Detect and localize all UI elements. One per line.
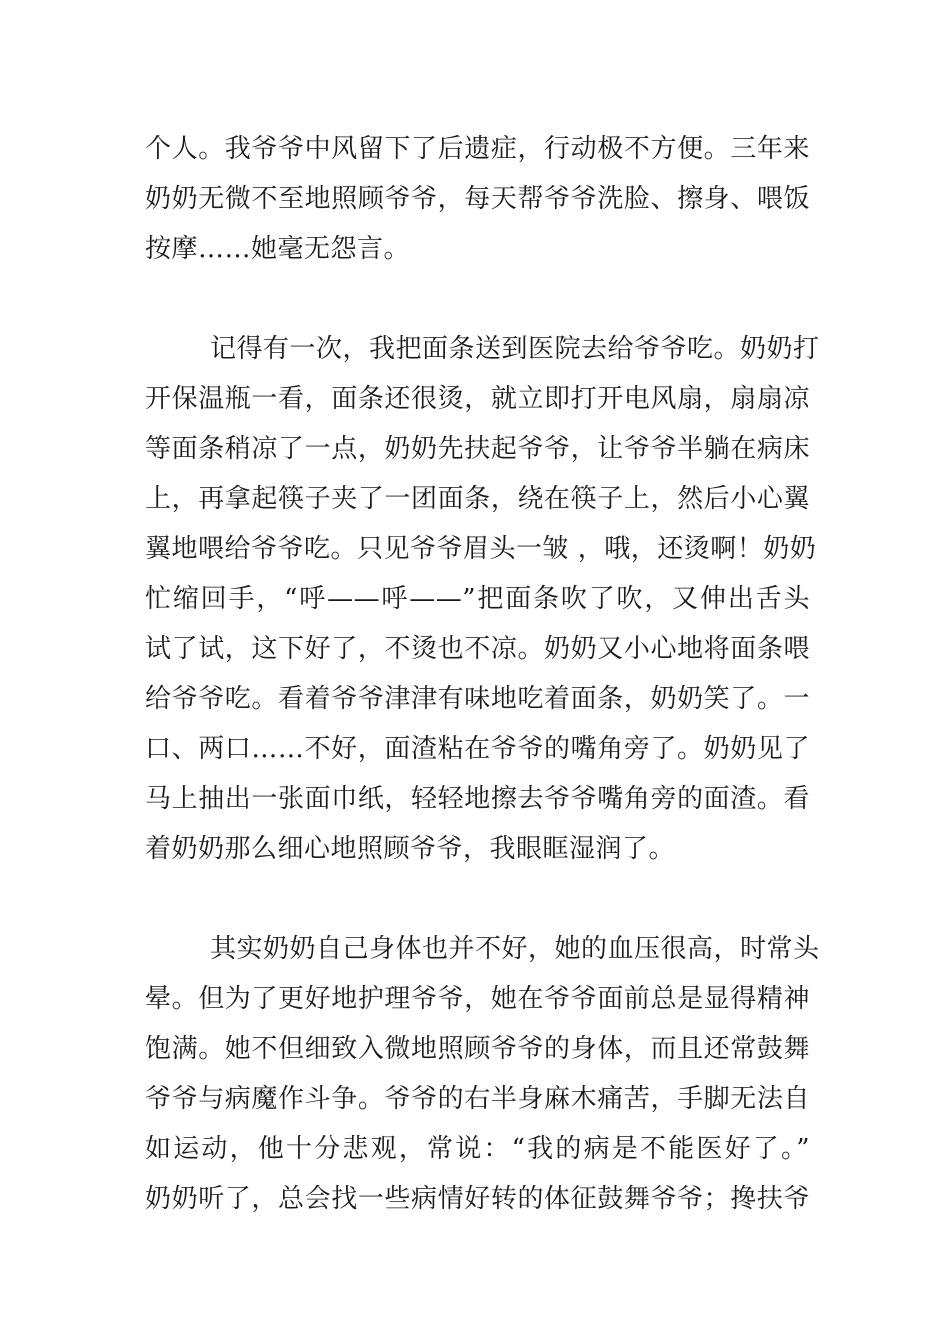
paragraph-line: 按摩……她毫无怨言。: [145, 234, 411, 264]
paragraph-line: 奶奶无微不至地照顾爷爷，每天帮爷爷洗脸、擦身、喂饭: [145, 184, 810, 214]
paragraph-line: 试了试，这下好了，不烫也不凉。奶奶又小心地将面条喂: [145, 634, 810, 664]
paragraph-line: 口、两口……不好，面渣粘在爷爷的嘴角旁了。奶奶见了: [145, 734, 810, 764]
paragraph-line: 给爷爷吃。看着爷爷津津有味地吃着面条，奶奶笑了。一: [145, 684, 810, 714]
paragraph-line: 爷爷与病魔作斗争。爷爷的右半身麻木痛苦，手脚无法自: [145, 1084, 810, 1114]
paragraph-line: 马上抽出一张面巾纸，轻轻地擦去爷爷嘴角旁的面渣。看: [145, 784, 810, 814]
paragraph-line: 饱满。她不但细致入微地照顾爷爷的身体，而且还常鼓舞: [145, 1034, 810, 1064]
paragraph-line: 上，再拿起筷子夹了一团面条，绕在筷子上，然后小心翼: [145, 484, 810, 514]
paragraph-line: 开保温瓶一看，面条还很烫，就立即打开电风扇，扇扇凉: [145, 384, 810, 414]
paragraph-line: 忙缩回手，“呼——呼——”把面条吹了吹，又伸出舌头: [145, 584, 810, 614]
paragraph-line: 等面条稍凉了一点，奶奶先扶起爷爷，让爷爷半躺在病床: [145, 434, 810, 464]
paragraph-line: 记得有一次，我把面条送到医院去给爷爷吃。奶奶打: [210, 334, 820, 364]
paragraph-line: 晕。但为了更好地护理爷爷，她在爷爷面前总是显得精神: [145, 984, 810, 1014]
paragraph-line: 其实奶奶自己身体也并不好，她的血压很高，时常头: [210, 934, 820, 964]
paragraph-line: 奶奶听了，总会找一些病情好转的体征鼓舞爷爷；搀扶爷: [145, 1184, 810, 1214]
paragraph-line: 如运动，他十分悲观，常说：“我的病是不能医好了。”: [145, 1134, 810, 1164]
paragraph-line: 翼地喂给爷爷吃。只见爷爷眉头一皱 ，哦，还烫啊！奶奶: [145, 534, 817, 564]
paragraph-line: 着奶奶那么细心地照顾爷爷，我眼眶湿润了。: [145, 834, 676, 864]
paragraph-line: 个人。我爷爷中风留下了后遗症，行动极不方便。三年来: [145, 134, 810, 164]
